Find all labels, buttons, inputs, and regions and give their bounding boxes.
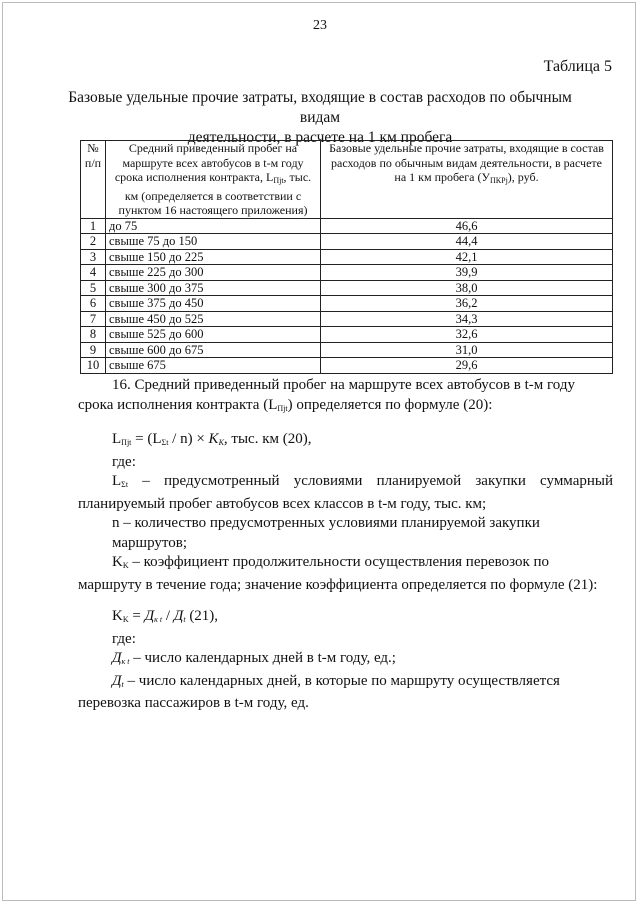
- cost-table: [80, 140, 613, 374]
- row-mileage-range: свыше 675: [106, 358, 321, 374]
- header-number: № п/п: [81, 141, 106, 219]
- definition-Dk: $Д_{к t}$ – число календарных дней в t-м году, ед.;: [112, 650, 396, 666]
- row-cost-value: 39,9: [321, 265, 613, 281]
- where-label: где:: [112, 630, 136, 647]
- row-number: 3: [81, 249, 106, 265]
- row-mileage-range: свыше 75 до 150: [106, 234, 321, 250]
- table-row: [81, 311, 613, 327]
- paragraph-16: 16. Средний приведенный пробег на маршруте всех автобусов в t-м году срока исполнения контракта $(L_{Пjt})$ определяется по формуле (20):: [78, 377, 575, 413]
- row-mileage-range: свыше 450 до 525: [106, 311, 321, 327]
- row-cost-value: 36,2: [321, 296, 613, 312]
- row-mileage-range: свыше 150 до 225: [106, 249, 321, 265]
- definition-L-sigma: $L_{\Sigma t}$ – предусмотренный условиями планируемой закупки суммарный: [112, 473, 613, 489]
- row-mileage-range: свыше 225 до 300: [106, 265, 321, 281]
- body-text: [78, 376, 613, 714]
- row-cost-value: 29,6: [321, 358, 613, 374]
- table-row: [81, 296, 613, 312]
- row-number: 7: [81, 311, 106, 327]
- row-cost-value: 32,6: [321, 327, 613, 343]
- formula-20: $L_{Пjt} = (L_{\Sigma t} / n) \times K_K$, тыс. км (20),: [112, 431, 312, 447]
- row-mileage-range: до 75: [106, 218, 321, 234]
- row-number: 2: [81, 234, 106, 250]
- definition-L-sigma-cont: планируемый пробег автобусов всех классов в t-м году, тыс. км;: [78, 495, 487, 512]
- definition-Dt: $Д_t$ – число календарных дней, в которые по маршруту осуществляется перевозка пассажиров в t-м году, ед.: [78, 672, 560, 711]
- row-cost-value: 34,3: [321, 311, 613, 327]
- row-cost-value: 31,0: [321, 342, 613, 358]
- formula-21: $K_K = Д_{к t} / Д_t$ (21),: [112, 608, 219, 624]
- title-line: деятельности, в расчете на 1 км пробега: [187, 129, 453, 146]
- table-row: [81, 358, 613, 374]
- table-row: [81, 327, 613, 343]
- row-number: 4: [81, 265, 106, 281]
- title-line: Базовые удельные прочие затраты, входящие в состав расходов по обычным видам: [68, 89, 572, 126]
- row-mileage-range: свыше 600 до 675: [106, 342, 321, 358]
- row-number: 5: [81, 280, 106, 296]
- row-mileage-range: свыше 525 до 600: [106, 327, 321, 343]
- row-number: 1: [81, 218, 106, 234]
- definition-n: n – количество предусмотренных условиями планируемой закупки маршрутов;: [112, 515, 540, 551]
- row-number: 8: [81, 327, 106, 343]
- row-cost-value: 42,1: [321, 249, 613, 265]
- page-number: 23: [313, 18, 327, 33]
- row-mileage-range: свыше 300 до 375: [106, 280, 321, 296]
- row-number: 9: [81, 342, 106, 358]
- table-label: Таблица 5: [543, 58, 612, 75]
- table-row: [81, 265, 613, 281]
- table-title: [60, 88, 580, 148]
- row-number: 6: [81, 296, 106, 312]
- row-mileage-range: свыше 375 до 450: [106, 296, 321, 312]
- header-cost: Базовые удельные прочие затраты, входящие в состав расходов по обычным видам деятельности, в расчете на 1 км пробега $(У_{ПКРj})$, руб.: [321, 141, 613, 219]
- row-number: 10: [81, 358, 106, 374]
- table-row: [81, 280, 613, 296]
- row-cost-value: 38,0: [321, 280, 613, 296]
- row-cost-value: 44,4: [321, 234, 613, 250]
- table-header-row: [81, 141, 613, 219]
- table-row: [81, 218, 613, 234]
- header-mileage: Средний приведенный пробег на маршруте всех автобусов в t-м году срока исполнения контракта, $L_{Пjt}$, тыс. км (определяется в соответствии с пунктом 16 настоящего приложения): [106, 141, 321, 219]
- where-label: где:: [112, 453, 136, 470]
- definition-K: $K_K$ – коэффициент продолжительности осуществления перевозок по маршруту в течение года; значение коэффициента определяется по формуле (21):: [78, 554, 598, 593]
- row-cost-value: 46,6: [321, 218, 613, 234]
- table-row: [81, 234, 613, 250]
- table-row: [81, 342, 613, 358]
- table-row: [81, 249, 613, 265]
